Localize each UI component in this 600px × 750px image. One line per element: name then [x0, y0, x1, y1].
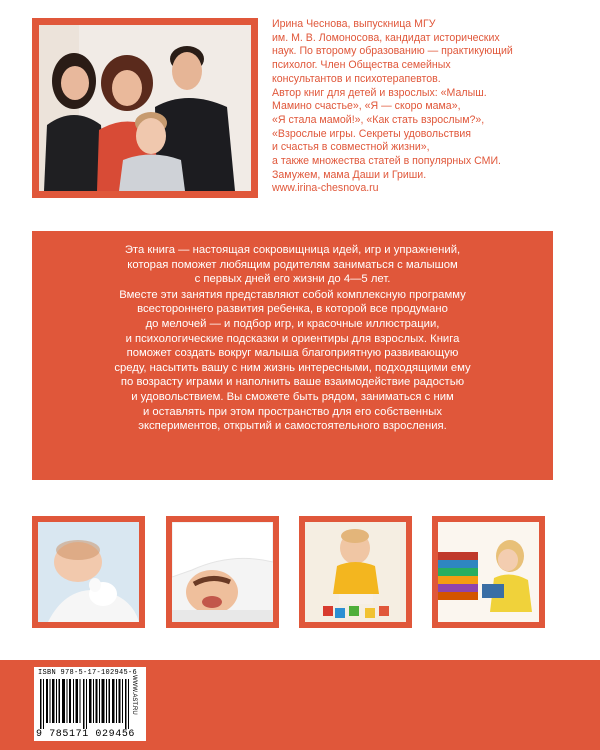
- thumbnail-3: [299, 516, 412, 628]
- thumbnail-2: [166, 516, 279, 628]
- book-description-block: [32, 231, 553, 480]
- thumbnail-4: [432, 516, 545, 628]
- toddler-with-blocks-photo-icon: [305, 522, 406, 622]
- author-bio: Ирина Чеснова, выпускница МГУ им. М. В. Ломоносова, кандидат исторических наук. По второму образованию — практикующий психолог. Член Общества семейных консультантов и психотерапевтов. Автор книг для детей и взрослых: «Малыш. Мамино счастье», «Я — скоро мама», «Я стала мамой!», «Как стать взрослым?», «Взрослые игры. Секреты удовольствия и счастья в совместной жизни», а также множества статей в популярных СМИ. Замужем, мама Даши и Гриши. www.irina-chesnova.ru: [272, 18, 513, 195]
- isbn-label: ISBN 978-5-17-102945-6: [38, 669, 138, 677]
- description-body: Вместе эти занятия представляют собой комплексную программу всестороннего развития ребенка, в которой все продумано до мелочей — и подбор игр, и красочные иллюстрации, и психологические подсказки и ориентиры для взрослых. Книга поможет создать вокруг малыша благоприятную развивающую среду, насытить вашу с ним жизнь интересными, подходящими ему по возрасту играми и наполнить ваше взаимодействие радостью и удовольствием. Вы сможете быть рядом, заниматься с ним и оставлять при этом пространство для его собственных экспериментов, открытий и самостоятельного взросления.: [114, 288, 471, 433]
- thumbnail-1: [32, 516, 145, 628]
- girl-reading-photo-icon: [438, 522, 539, 622]
- sleeping-baby-photo-icon: [38, 522, 139, 622]
- barcode-panel: [34, 667, 146, 741]
- author-photo-frame: [32, 18, 258, 198]
- ean-number: 9 785171 029456: [36, 729, 136, 740]
- description-lead: Эта книга — настоящая сокровищница идей, игр и упражнений, которая поможет любящим родителям заниматься с малышом с первых дней его жизни до 4—5 лет.: [124, 244, 461, 286]
- author-family-photo: [39, 25, 251, 191]
- barcode-icon: [40, 679, 132, 729]
- family-photo-icon: [39, 25, 251, 191]
- child-under-blanket-photo-icon: [172, 522, 273, 622]
- publisher-site: WWW.AST.RU: [131, 675, 137, 715]
